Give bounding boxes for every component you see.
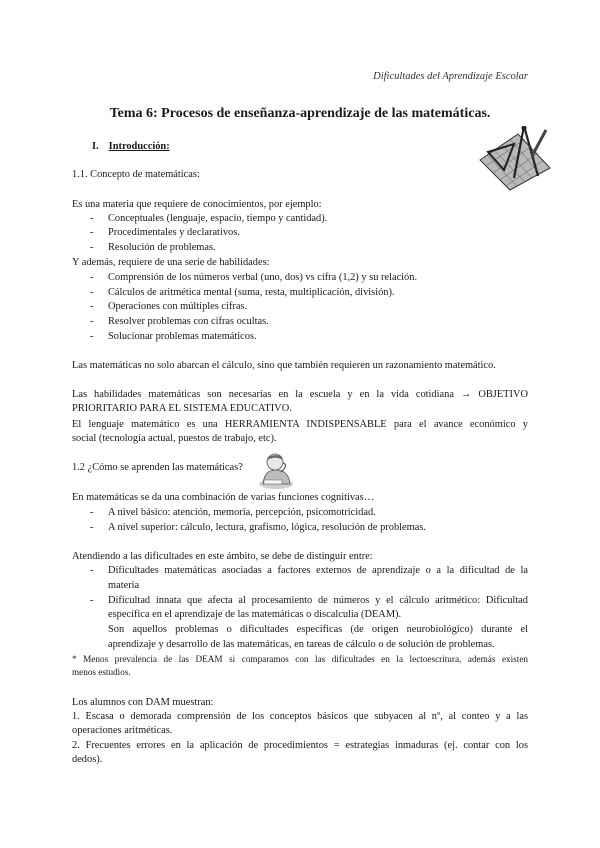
paragraph-line: Las habilidades matemáticas son necesarias en la escuela y en la vida cotidiana → OBJETIVO — [72, 389, 528, 400]
list-item: - Comprensión de los números verbal (uno, dos) vs cifra (1,2) y su relación. — [90, 272, 418, 283]
student-thinking-illustration — [256, 450, 296, 490]
list-item-continuation: Son aquellos problemas o dificultades específicas (de origen neurobiológico) durante el — [108, 624, 528, 635]
paragraph: Los alumnos con DAM muestran: — [72, 697, 214, 708]
list-item: - Dificultades matemáticas asociadas a factores externos de aprendizaje o a la dificultad de la — [90, 565, 528, 576]
paragraph-line: social (tecnología actual, puestos de trabajo, etc). — [72, 433, 277, 444]
paragraph-line: El lenguaje matemático es una HERRAMIENTA INDISPENSABLE para el avance económico y — [72, 419, 528, 430]
list-item: - Resolver problemas con cifras ocultas. — [90, 316, 269, 327]
geometry-tools-illustration — [474, 126, 554, 192]
list-item: - A nivel básico: atención, memoria, percepción, psicomotricidad. — [90, 507, 376, 518]
numbered-item-continuation: operaciones aritméticas. — [72, 725, 173, 736]
paragraph-line: PRIORITARIO PARA EL SISTEMA EDUCATIVO. — [72, 403, 292, 414]
subsection-heading-1-2: 1.2 ¿Cómo se aprenden las matemáticas? — [72, 462, 243, 473]
numbered-item-continuation: dedos). — [72, 754, 103, 765]
numbered-item: 2. Frecuentes errores en la aplicación de procedimientos = estrategias inmaduras (ej. contar con los — [72, 740, 528, 751]
subsection-heading-1-1: 1.1. Concepto de matemáticas: — [72, 169, 200, 180]
footnote-line: * Menos prevalencia de las DEAM si comparamos con las dificultades en la lectoescritura, además existen — [72, 654, 528, 664]
running-header: Dificultades del Aprendizaje Escolar — [373, 71, 528, 82]
footnote-line: menos estudios. — [72, 667, 131, 677]
section-heading-intro — [92, 141, 170, 152]
paragraph: Es una materia que requiere de conocimientos, por ejemplo: — [72, 199, 322, 210]
section-label: Introducción: — [108, 141, 170, 152]
page-title: Tema 6: Procesos de enseñanza-aprendizaje de las matemáticas. — [109, 106, 491, 121]
section-number: I. — [92, 141, 99, 152]
list-item: - A nivel superior: cálculo, lectura, grafismo, lógica, resolución de problemas. — [90, 522, 426, 533]
list-item: - Procedimentales y declarativos. — [90, 227, 240, 238]
paragraph: Las matemáticas no solo abarcan el cálculo, sino que también requieren un razonamiento matemático. — [72, 360, 496, 371]
list-item: - Resolución de problemas. — [90, 242, 216, 253]
numbered-item: 1. Escasa o demorada comprensión de los conceptos básicos que subyacen al nº, al conteo y a las — [72, 711, 528, 722]
paragraph: Y además, requiere de una serie de habilidades: — [72, 257, 270, 268]
paragraph: Atendiendo a las dificultades en este ámbito, se debe de distinguir entre: — [72, 551, 373, 562]
list-item: - Cálculos de aritmética mental (suma, resta, multiplicación, división). — [90, 287, 395, 298]
list-item: - Dificultad innata que afecta al procesamiento de números y el cálculo aritmético: Dificultad — [90, 595, 528, 606]
list-item: - Conceptuales (lenguaje, espacio, tiempo y cantidad). — [90, 213, 328, 224]
list-item: - Solucionar problemas matemáticos. — [90, 331, 257, 342]
list-item-continuation: aprendizaje y desarrollo de las matemáticas, en tareas de cálculo o de solución de problemas. — [108, 639, 495, 650]
list-item: - Operaciones con múltiples cifras. — [90, 301, 248, 312]
list-item-continuation: específica en el aprendizaje de las matemáticas o discalculia (DEAM). — [108, 609, 402, 620]
list-item-continuation: materia — [108, 580, 140, 591]
paragraph: En matemáticas se da una combinación de varias funciones cognitivas… — [72, 492, 375, 503]
